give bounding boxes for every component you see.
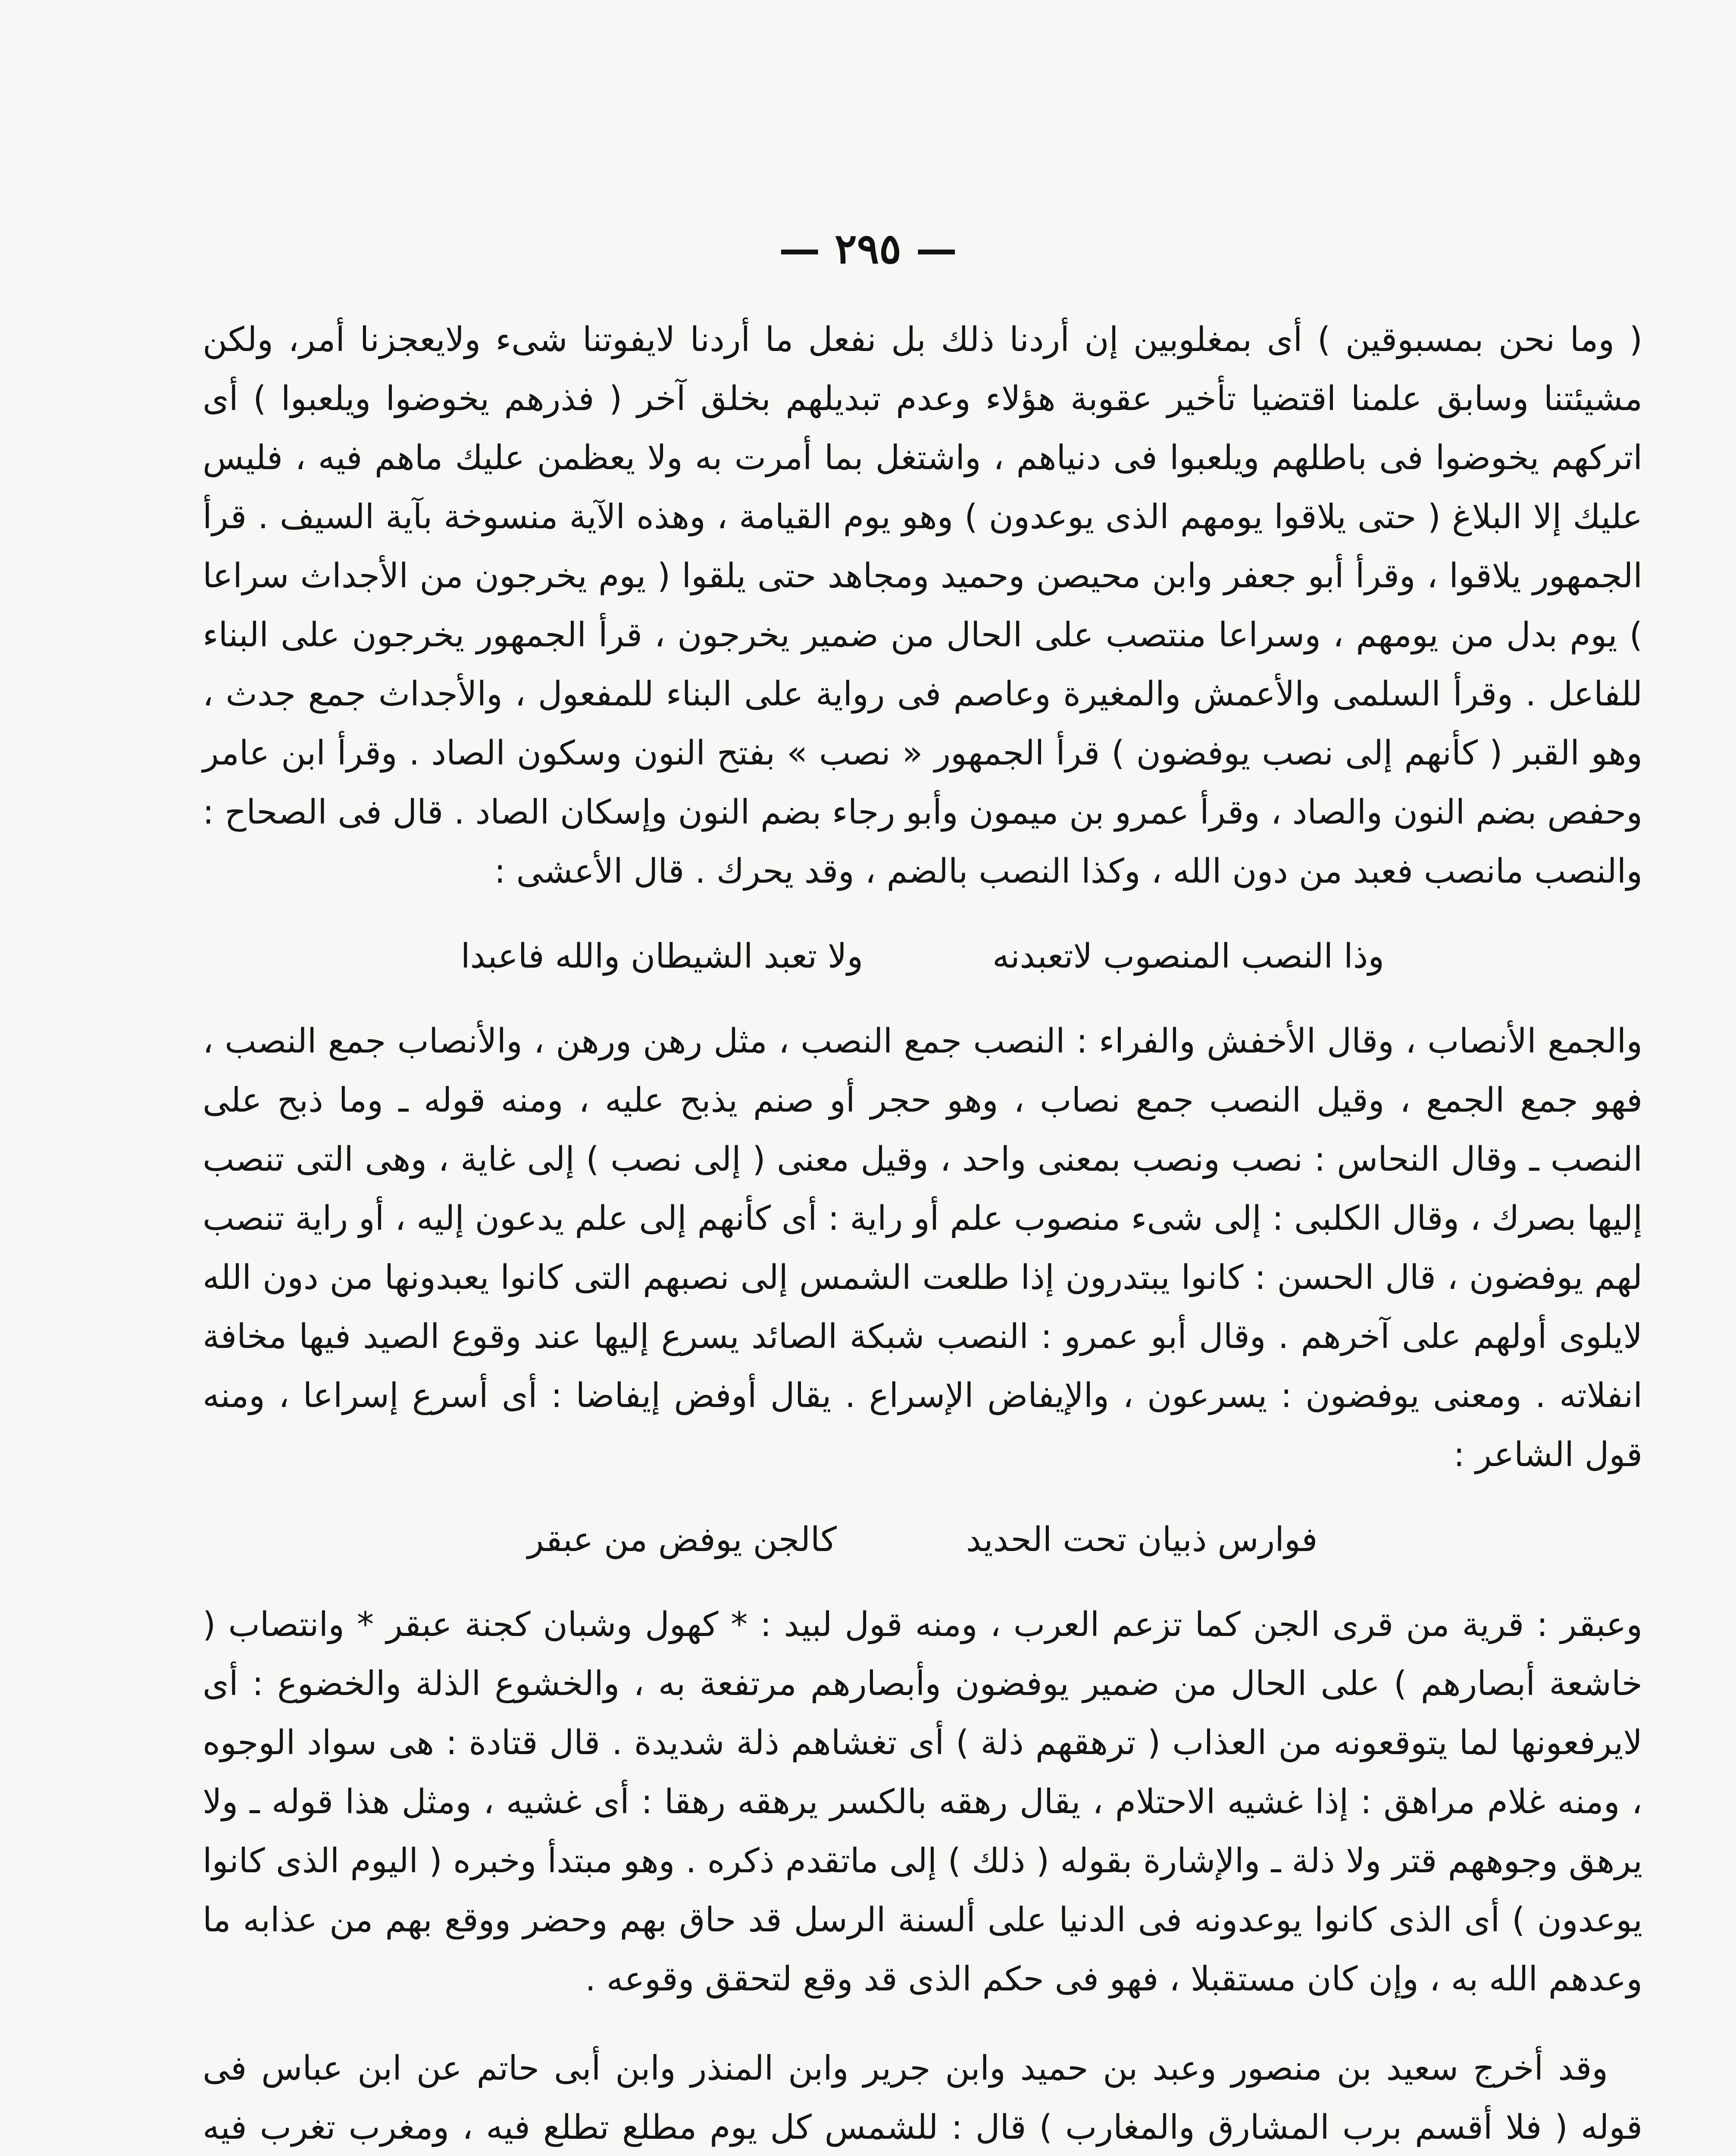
poetry-verse-2 [203,1510,1642,1570]
page-number: — ٢٩٥ — [779,224,957,273]
paragraph-gap [203,2009,1642,2039]
paragraph-commentary-2: والجمع الأنصاب ، وقال الأخفش والفراء : النصب جمع النصب ، مثل رهن ورهن ، والأنصاب جمع النصب ، فهو جمع الجمع ، وقيل النصب جمع نصاب ، وهو حجر أو صنم يذبح عليه ، ومنه قوله ـ وما ذبح على النصب ـ وقال النحاس : نصب ونصب بمعنى واحد ، وقيل معنى ( إلى نصب ) إلى غاية ، وهى التى تنصب إليها بصرك ، وقال الكلبى : إلى شىء منصوب علم أو راية : أى كأنهم إلى علم يدعون إليه ، أو راية تنصب لهم يوفضون ، قال الحسن : كانوا يبتدرون إذا طلعت الشمس إلى نصبهم التى كانوا يعبدونها من دون الله لايلوى أولهم على آخرهم . وقال أبو عمرو : النصب شبكة الصائد يسرع إليها عند وقوع الصيد فيها مخافة انفلاته . ومعنى يوفضون : يسرعون ، والإيفاض الإسراع . يقال أوفض إيفاضا : أى أسرع إسراعا ، ومنه قول الشاعر : [203,1022,1642,1474]
verse-2-second-hemistich: كالجن يوفض من عبقر [527,1520,837,1559]
paragraph-commentary-3: وعبقر : قرية من قرى الجن كما تزعم العرب ، ومنه قول لبيد : * كهول وشبان كجنة عبقر * وانتصاب ( خاشعة أبصارهم ) على الحال من ضمير يوفضون وأبصارهم مرتفعة به ، والخشوع الذلة والخضوع : أى لايرفعونها لما يتوقعونه من العذاب ( ترهقهم ذلة ) أى تغشاهم ذلة شديدة . قال قتادة : هى سواد الوجوه ، ومنه غلام مراهق : إذا غشيه الاحتلام ، يقال رهقه بالكسر يرهقه رهقا : أى غشيه ، ومثل هذا قوله ـ ولا يرهق وجوههم قتر ولا ذلة ـ والإشارة بقوله ( ذلك ) إلى ماتقدم ذكره . وهو مبتدأ وخبره ( اليوم الذى كانوا يوعدون ) أى الذى كانوا يوعدونه فى الدنيا على ألسنة الرسل قد حاق بهم وحضر ووقع بهم من عذابه ما وعدهم الله به ، وإن كان مستقبلا ، فهو فى حكم الذى قد وقع لتحقق وقوعه . [203,1605,1642,1999]
verse-1-first-hemistich: وذا النصب المنصوب لاتعبدنه [992,937,1385,976]
paragraph-hadith-references: وقد أخرج سعيد بن منصور وعبد بن حميد وابن جرير وابن المنذر وابن أبى حاتم عن ابن عباس فى قوله ( فلا أقسم برب المشارق والمغارب ) قال : للشمس كل يوم مطلع تطلع فيه ، ومغرب تغرب فيه [203,2049,1642,2147]
page-body [203,310,1642,2156]
paragraph-commentary-1: ( وما نحن بمسبوقين ) أى بمغلوبين إن أردنا ذلك بل نفعل ما أردنا لايفوتنا شىء ولايعجزنا أمر، ولكن مشيئتنا وسابق علمنا اقتضيا تأخير عقوبة هؤلاء وعدم تبديلهم بخلق آخر ( فذرهم يخوضوا ويلعبوا ) أى اتركهم يخوضوا فى باطلهم ويلعبوا فى دنياهم ، واشتغل بما أمرت به ولا يعظمن عليك ماهم فيه ، فليس عليك إلا البلاغ ( حتى يلاقوا يومهم الذى يوعدون ) وهو يوم القيامة ، وهذه الآية منسوخة بآية السيف . قرأ الجمهور يلاقوا ، وقرأ أبو جعفر وابن محيصن وحميد ومجاهد حتى يلقوا ( يوم يخرجون من الأجداث سراعا ) يوم بدل من يومهم ، وسراعا منتصب على الحال من ضمير يخرجون ، قرأ الجمهور يخرجون على البناء للفاعل . وقرأ السلمى والأعمش والمغيرة وعاصم فى رواية على البناء للمفعول ، والأجداث جمع جدث ، وهو القبر ( كأنهم إلى نصب يوفضون ) قرأ الجمهور « نصب » بفتح النون وسكون الصاد . وقرأ ابن عامر وحفص بضم النون والصاد ، وقرأ عمرو بن ميمون وأبو رجاء بضم النون وإسكان الصاد . قال فى الصحاح : والنصب مانصب فعبد من دون الله ، وكذا النصب بالضم ، وقد يحرك . قال الأعشى : [203,320,1642,891]
verse-2-first-hemistich: فوارس ذبيان تحت الحديد [966,1520,1318,1559]
poetry-verse-1 [203,927,1642,986]
verse-1-second-hemistich: ولا تعبد الشيطان والله فاعبدا [460,937,863,976]
